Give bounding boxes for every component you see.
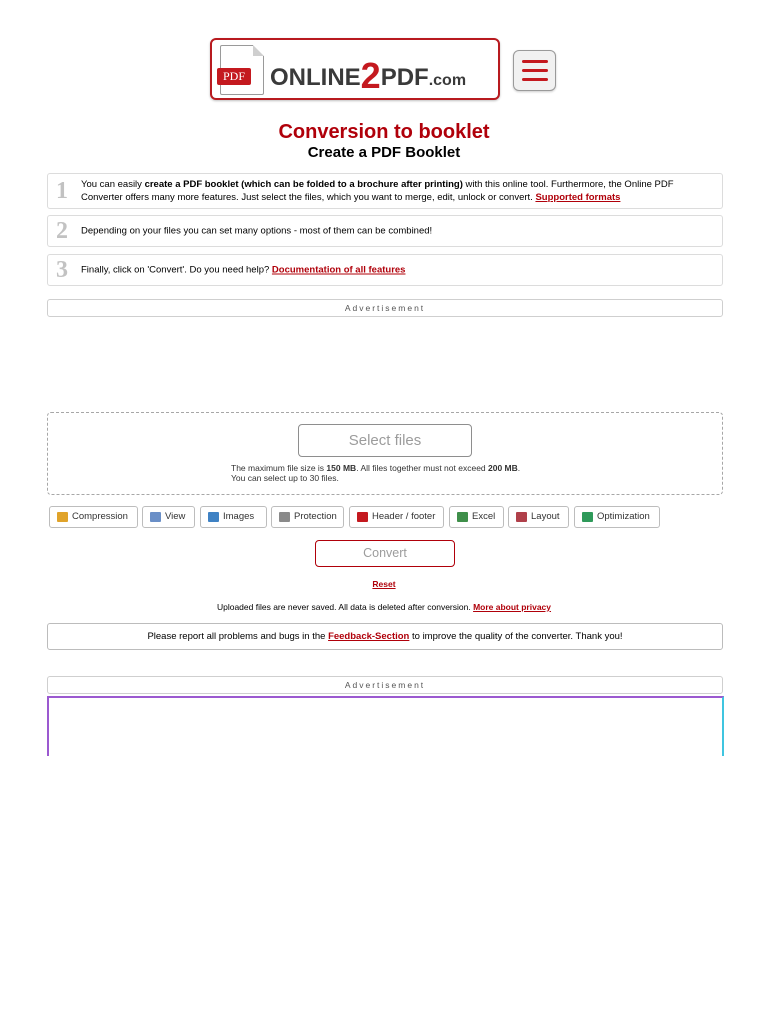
optimization-icon [582,512,593,522]
step-text: Depending on your files you can set many options - most of them can be combined! [81,225,433,237]
tab-images[interactable]: Images [200,506,267,528]
tab-view[interactable]: View [142,506,195,528]
step-text: You can easily create a PDF booklet (which can be folded to a brochure after printing) with this online tool. Furthermore, the Online PDF Converter offers many more features. Just select the files, which you want to merge, edit, unlock or convert. Supported formats [81,179,674,203]
hamburger-menu-icon[interactable] [513,50,556,91]
step-number: 2 [56,218,68,244]
feedback-notice: Please report all problems and bugs in the Feedback-Section to improve the quality of the converter. Thank you! [47,623,723,650]
pdf-badge: PDF [217,68,251,85]
file-drop-zone[interactable] [47,412,723,495]
convert-button[interactable]: Convert [315,540,455,567]
advertisement-frame [47,696,724,756]
tab-optimization[interactable]: Optimization [574,506,660,528]
pdf-file-icon [220,45,264,95]
documentation-link[interactable]: Documentation of all features [271,264,406,276]
tab-compression[interactable]: Compression [49,506,138,528]
step-1 [47,173,723,209]
logo-wordmark: ONLINE2PDF.com [270,55,467,96]
advertisement-label: Advertisement [47,676,723,694]
tab-protection[interactable]: Protection [271,506,344,528]
select-files-button[interactable]: Select files [298,424,472,457]
supported-formats-link[interactable]: Supported formats [535,192,621,203]
tab-layout[interactable]: Layout [508,506,569,528]
step-2 [47,215,723,247]
step-number: 3 [56,257,68,283]
header-footer-icon [357,512,368,522]
upload-limits: The maximum file size is 150 MB. All files together must not exceed 200 MB. You can select up to 30 files. [231,463,521,483]
feedback-link[interactable]: Feedback-Section [328,631,410,642]
step-number: 1 [56,178,68,204]
lock-icon [279,512,290,522]
tab-excel[interactable]: Excel [449,506,504,528]
site-logo[interactable] [210,38,500,100]
step-3 [47,254,723,286]
page-title: Conversion to booklet [278,121,490,143]
view-icon [150,512,161,522]
compression-icon [57,512,68,522]
reset-link[interactable]: Reset [372,579,396,589]
reset-row [0,579,768,589]
excel-icon [457,512,468,522]
images-icon [208,512,219,522]
page-subtitle: Create a PDF Booklet [307,144,461,161]
step-text: Finally, click on 'Convert'. Do you need help? Documentation of all features [81,264,406,276]
layout-icon [516,512,527,522]
privacy-note: Uploaded files are never saved. All data is deleted after conversion. More about privacy [216,602,552,612]
privacy-link[interactable]: More about privacy [473,602,552,612]
tab-header-footer[interactable]: Header / footer [349,506,444,528]
advertisement-label: Advertisement [47,299,723,317]
